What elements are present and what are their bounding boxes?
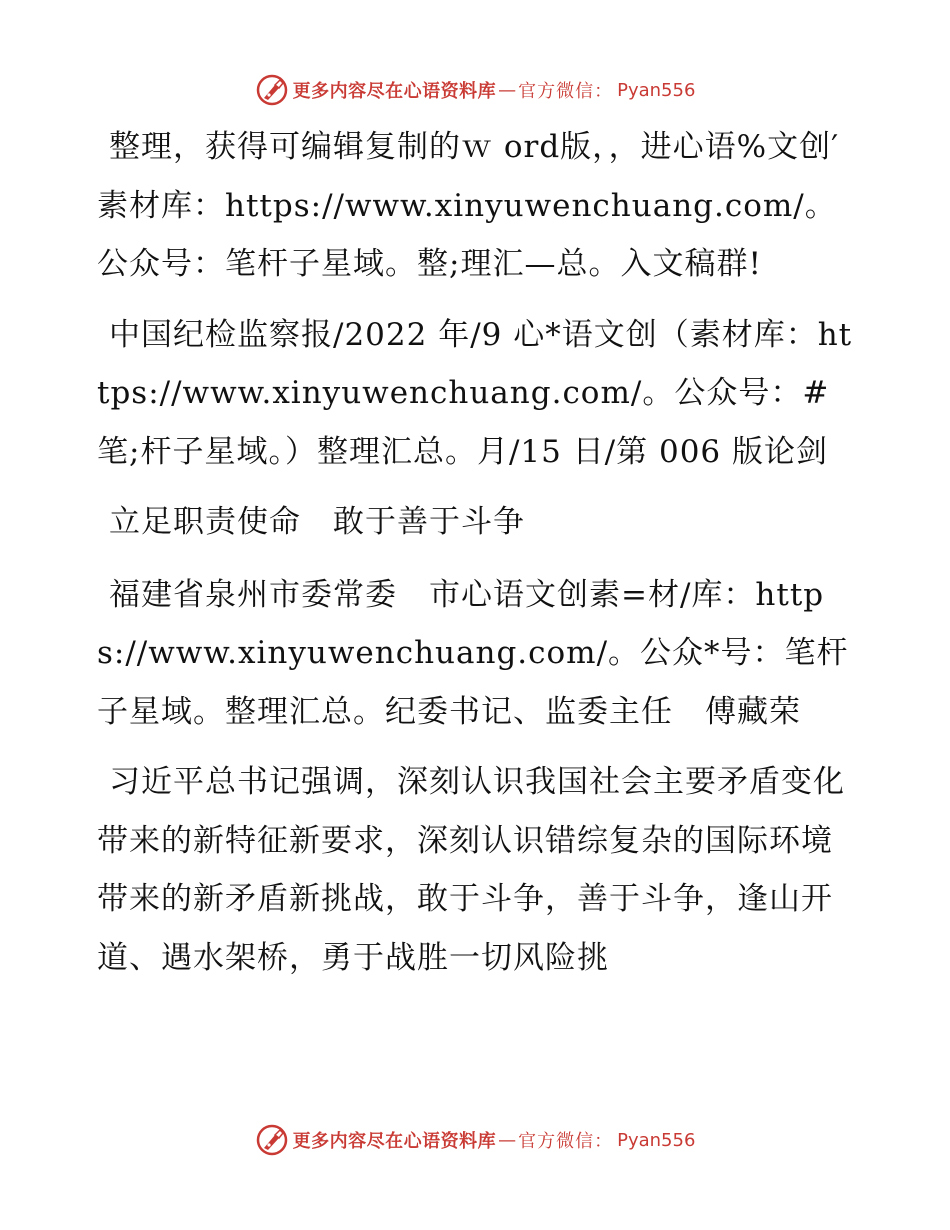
article-author: 福建省泉州市委常委 市心语文创素=材/库：https://www.xinyuwenchuang.com/。公众*号：笔杆子星域。整理汇总。纪委书记、监委主任 傅藏荣: [97, 576, 849, 730]
banner-wechat-id: Pyan556: [617, 79, 696, 101]
header-banner: [0, 70, 950, 110]
banner-dash: —: [498, 1129, 517, 1151]
banner-main-text: 更多内容尽在心语资料库: [292, 1131, 497, 1152]
pen-nib-logo-icon: [255, 73, 289, 107]
article-title: 立足职责使命 敢于善于斗争: [109, 504, 525, 540]
banner-official-label: 官方微信：: [518, 81, 614, 102]
footer-banner: [0, 1120, 950, 1160]
banner-main-text: 更多内容尽在心语资料库: [292, 81, 497, 102]
banner-dash: —: [498, 79, 517, 101]
paragraph-source: 中国纪检监察报/2022 年/9 心*语文创（素材库：https://www.xinyuwenchuang.com/。公众号：#笔;杆子星域。）整理汇总。月/15 日/第 006 版论剑: [97, 316, 853, 470]
banner-official-label: 官方微信：: [518, 1131, 614, 1152]
banner-wechat-id: Pyan556: [617, 1129, 696, 1151]
paragraph-body: 习近平总书记强调，深刻认识我国社会主要矛盾变化带来的新特征新要求，深刻认识错综复杂的国际环境带来的新矛盾新挑战，敢于斗争，善于斗争，逢山开道、遇水架桥，勇于战胜一切风险挑: [97, 764, 845, 976]
paragraph-intro: 整理，获得可编辑复制的ｗ ord版，，进心语%文创′素材库：https://www.xinyuwenchuang.com/。公众号：笔杆子星域。整;理汇—总。入文稿群!: [97, 129, 840, 282]
pen-nib-logo-icon: [255, 1123, 289, 1157]
document-body: [97, 118, 857, 999]
